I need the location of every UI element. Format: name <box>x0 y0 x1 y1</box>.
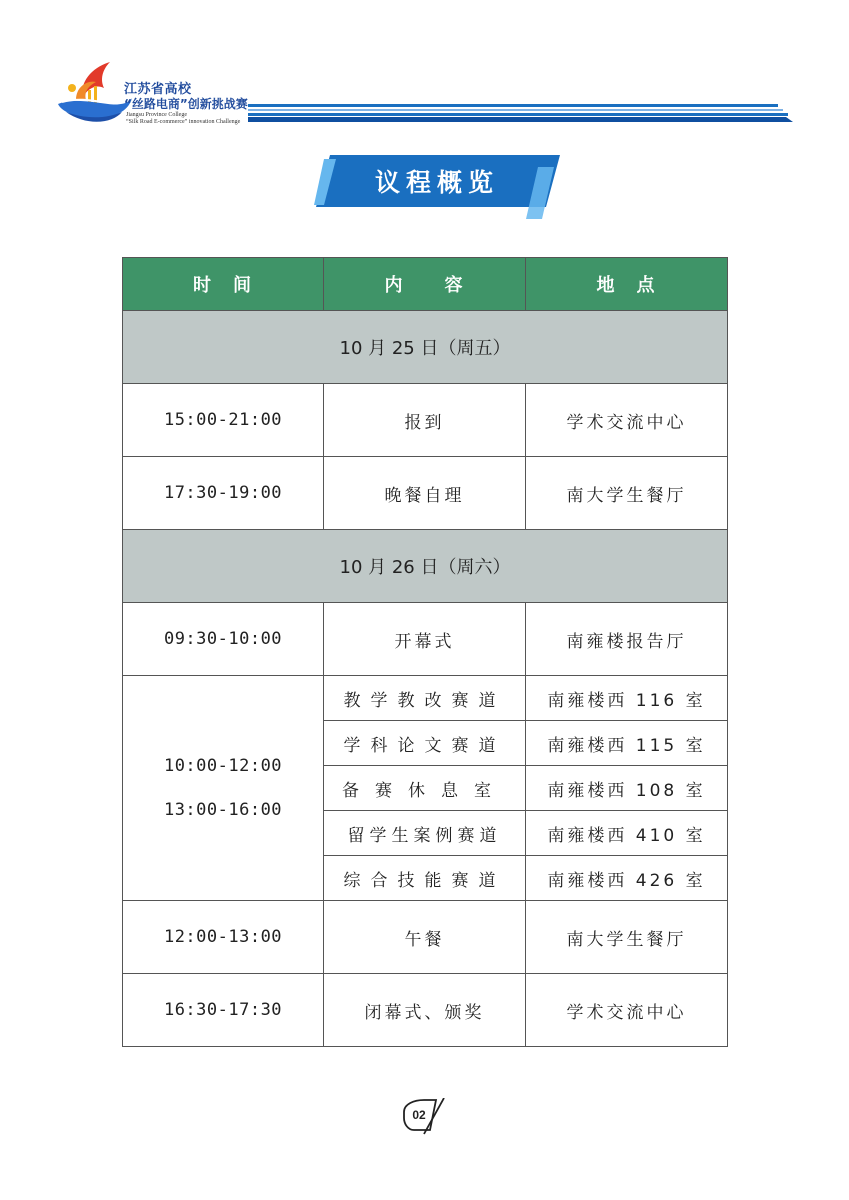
place-cell: 南大学生餐厅 <box>526 457 728 530</box>
page-number: 02 <box>412 1108 426 1122</box>
time-block-cell <box>123 676 324 901</box>
logo-title-line2: “丝路电商”创新挑战赛 <box>124 97 248 111</box>
page-header <box>0 0 849 140</box>
table-row <box>123 457 728 530</box>
page-title: 议程概览 <box>374 168 499 197</box>
track-place-cell: 南雍楼西 410 室 <box>526 811 728 856</box>
time-block-line2: 13:00-16:00 <box>163 800 283 820</box>
track-content-cell: 教学教改赛道 <box>324 676 526 721</box>
time-block-line1: 10:00-12:00 <box>163 756 283 776</box>
content-cell: 闭幕式、颁奖 <box>324 974 526 1047</box>
content-cell: 开幕式 <box>324 603 526 676</box>
date-row <box>123 530 728 603</box>
track-content-cell: 综合技能赛道 <box>324 856 526 901</box>
content-cell: 报到 <box>324 384 526 457</box>
table-row <box>123 676 728 721</box>
place-cell: 学术交流中心 <box>526 974 728 1047</box>
track-place-cell: 南雍楼西 426 室 <box>526 856 728 901</box>
time-cell: 17:30-19:00 <box>123 457 324 530</box>
time-cell: 16:30-17:30 <box>123 974 324 1047</box>
table-row <box>123 384 728 457</box>
track-place-cell: 南雍楼西 116 室 <box>526 676 728 721</box>
date-label: 10 月 26 日（周六） <box>123 530 728 603</box>
track-content-cell: 备赛休息室 <box>324 766 526 811</box>
table-row <box>123 974 728 1047</box>
table-header-row <box>123 258 728 311</box>
place-cell: 学术交流中心 <box>526 384 728 457</box>
time-cell: 09:30-10:00 <box>123 603 324 676</box>
header-time: 时 间 <box>123 258 324 311</box>
agenda-table <box>122 257 728 1047</box>
table-row <box>123 901 728 974</box>
track-place-cell: 南雍楼西 115 室 <box>526 721 728 766</box>
header-place: 地 点 <box>526 258 728 311</box>
date-label: 10 月 25 日（周五） <box>123 311 728 384</box>
title-banner <box>314 155 560 219</box>
content-cell: 晚餐自理 <box>324 457 526 530</box>
competition-logo-icon <box>52 58 132 128</box>
place-cell: 南雍楼报告厅 <box>526 603 728 676</box>
place-cell: 南大学生餐厅 <box>526 901 728 974</box>
content-cell: 午餐 <box>324 901 526 974</box>
header-content: 内 容 <box>324 258 526 311</box>
header-stripes-decoration <box>248 104 793 124</box>
logo-title-line1: 江苏省高校 <box>124 82 192 97</box>
track-place-cell: 南雍楼西 108 室 <box>526 766 728 811</box>
table-row <box>123 603 728 676</box>
track-content-cell: 留学生案例赛道 <box>324 811 526 856</box>
time-cell: 15:00-21:00 <box>123 384 324 457</box>
logo-english-line1: Jiangsu Province College <box>126 112 187 118</box>
track-content-cell: 学科论文赛道 <box>324 721 526 766</box>
time-cell: 12:00-13:00 <box>123 901 324 974</box>
date-row <box>123 311 728 384</box>
logo-text <box>124 82 254 126</box>
logo-english-line2: “Silk Road E-commerce” innovation Challenge <box>126 119 241 125</box>
